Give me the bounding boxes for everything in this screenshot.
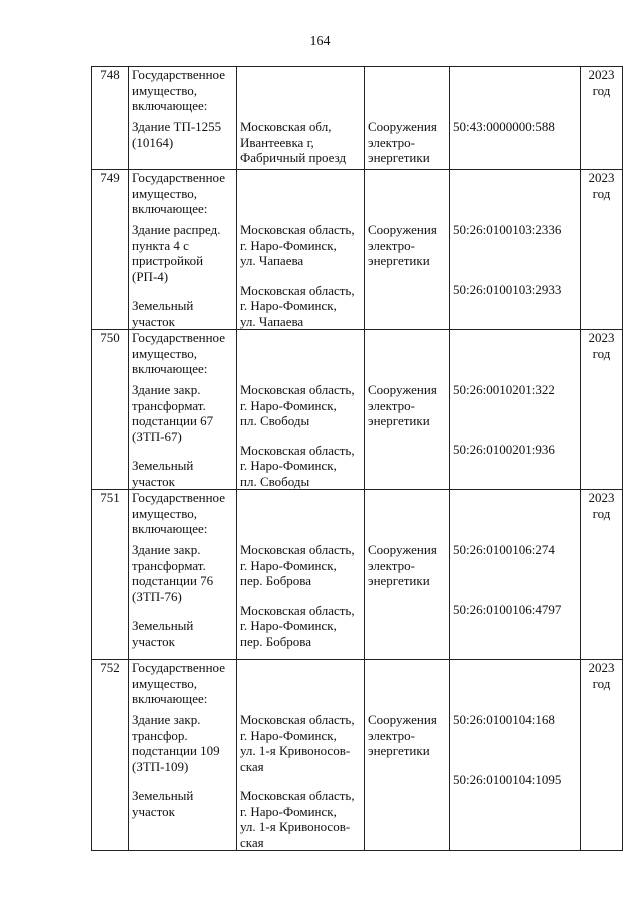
page-number: 164 bbox=[309, 34, 331, 49]
year: 2023 год bbox=[588, 490, 615, 521]
item-address-cell bbox=[237, 660, 365, 851]
item-name: Земельный участок bbox=[132, 298, 194, 329]
item-type: Сооружения электро- энергетики bbox=[368, 542, 437, 588]
cadastral-number: 50:26:0010201:322 bbox=[453, 382, 555, 397]
item-name-cell bbox=[129, 170, 237, 330]
item-type: Сооружения электро- энергетики bbox=[368, 119, 437, 165]
cadastral-number-cell bbox=[450, 170, 581, 330]
row-number: 751 bbox=[92, 490, 129, 660]
year-cell bbox=[581, 490, 623, 660]
item-type bbox=[368, 773, 446, 819]
item-address: Московская область, г. Наро-Фоминск, пл. Свободы bbox=[240, 382, 355, 428]
cadastral-number: 50:26:0100106:274 bbox=[453, 542, 555, 557]
row-number: 749 bbox=[92, 170, 129, 330]
year-cell bbox=[581, 67, 623, 170]
item-type: Сооружения электро- энергетики bbox=[368, 382, 437, 428]
cadastral-number: 50:26:0100104:168 bbox=[453, 712, 555, 727]
item-address: Московская обл, Ивантеевка г, Фабричный проезд bbox=[240, 119, 347, 165]
table-row bbox=[92, 660, 623, 851]
group-header: Государственное имущество, включающее: bbox=[132, 67, 225, 113]
item-name: Земельный участок bbox=[132, 618, 194, 649]
cadastral-number-cell bbox=[450, 330, 581, 490]
item-name: Земельный участок bbox=[132, 788, 194, 819]
table-row bbox=[92, 67, 623, 170]
cadastral-number: 50:26:0100104:1095 bbox=[453, 772, 562, 787]
item-name: Здание закр. трансформат. подстанции 67 (ЗТП-67) bbox=[132, 382, 214, 444]
item-address: Московская область, г. Наро-Фоминск, ул. 1-я Кривоносов- ская bbox=[240, 712, 355, 774]
item-type bbox=[368, 443, 446, 489]
item-type: Сооружения электро- энергетики bbox=[368, 222, 437, 268]
cadastral-number-cell bbox=[450, 660, 581, 851]
row-number: 750 bbox=[92, 330, 129, 490]
cadastral-number: 50:43:0000000:588 bbox=[453, 119, 555, 134]
cadastral-number: 50:26:0100103:2336 bbox=[453, 222, 562, 237]
item-type-cell bbox=[365, 490, 450, 660]
group-header: Государственное имущество, включающее: bbox=[132, 170, 225, 216]
year-cell bbox=[581, 660, 623, 851]
cadastral-number: 50:26:0100201:936 bbox=[453, 442, 555, 457]
item-type bbox=[368, 283, 446, 329]
item-type bbox=[368, 603, 446, 649]
year: 2023 год bbox=[588, 170, 615, 201]
row-number: 748 bbox=[92, 67, 129, 170]
item-type-cell bbox=[365, 660, 450, 851]
item-address: Московская область, г. Наро-Фоминск, ул. 1-я Кривоносов- ская bbox=[240, 788, 355, 850]
cadastral-number: 50:26:0100103:2933 bbox=[453, 282, 562, 297]
item-type-cell bbox=[365, 170, 450, 330]
year: 2023 год bbox=[588, 330, 615, 361]
item-address: Московская область, г. Наро-Фоминск, пер. Боброва bbox=[240, 602, 355, 649]
cadastral-number: 50:26:0100106:4797 bbox=[453, 602, 562, 617]
year: 2023 год bbox=[588, 67, 615, 98]
item-address: Московская область, г. Наро-Фоминск, пл. Свободы bbox=[240, 442, 355, 489]
item-name-cell bbox=[129, 67, 237, 170]
cadastral-number-cell bbox=[450, 490, 581, 660]
item-name-cell bbox=[129, 660, 237, 851]
item-address: Московская область, г. Наро-Фоминск, ул. Чапаева bbox=[240, 282, 355, 329]
item-name-cell bbox=[129, 490, 237, 660]
item-address: Московская область, г. Наро-Фоминск, ул. Чапаева bbox=[240, 222, 355, 268]
item-name: Здание распред. пункта 4 с пристройкой (РП-4) bbox=[132, 222, 221, 284]
item-type: Сооружения электро- энергетики bbox=[368, 712, 437, 758]
group-header: Государственное имущество, включающее: bbox=[132, 330, 225, 376]
group-header: Государственное имущество, включающее: bbox=[132, 490, 225, 536]
item-name: Здание ТП-1255 (10164) bbox=[132, 119, 222, 150]
item-name: Здание закр. трансформат. подстанции 76 (ЗТП-76) bbox=[132, 542, 214, 604]
group-header: Государственное имущество, включающее: bbox=[132, 660, 225, 706]
cadastral-number-cell bbox=[450, 67, 581, 170]
table-row bbox=[92, 330, 623, 490]
table-row bbox=[92, 490, 623, 660]
item-address-cell bbox=[237, 67, 365, 170]
year-cell bbox=[581, 170, 623, 330]
item-type-cell bbox=[365, 330, 450, 490]
item-name: Здание закр. трансфор. подстанции 109 (ЗТП-109) bbox=[132, 712, 220, 774]
item-name-cell bbox=[129, 330, 237, 490]
property-register-table bbox=[91, 66, 623, 851]
item-address-cell bbox=[237, 170, 365, 330]
table-row bbox=[92, 170, 623, 330]
year-cell bbox=[581, 330, 623, 490]
item-type-cell bbox=[365, 67, 450, 170]
row-number: 752 bbox=[92, 660, 129, 851]
item-address-cell bbox=[237, 330, 365, 490]
item-address-cell bbox=[237, 490, 365, 660]
item-address: Московская область, г. Наро-Фоминск, пер. Боброва bbox=[240, 542, 355, 588]
year: 2023 год bbox=[588, 660, 615, 691]
item-name: Земельный участок bbox=[132, 458, 194, 489]
